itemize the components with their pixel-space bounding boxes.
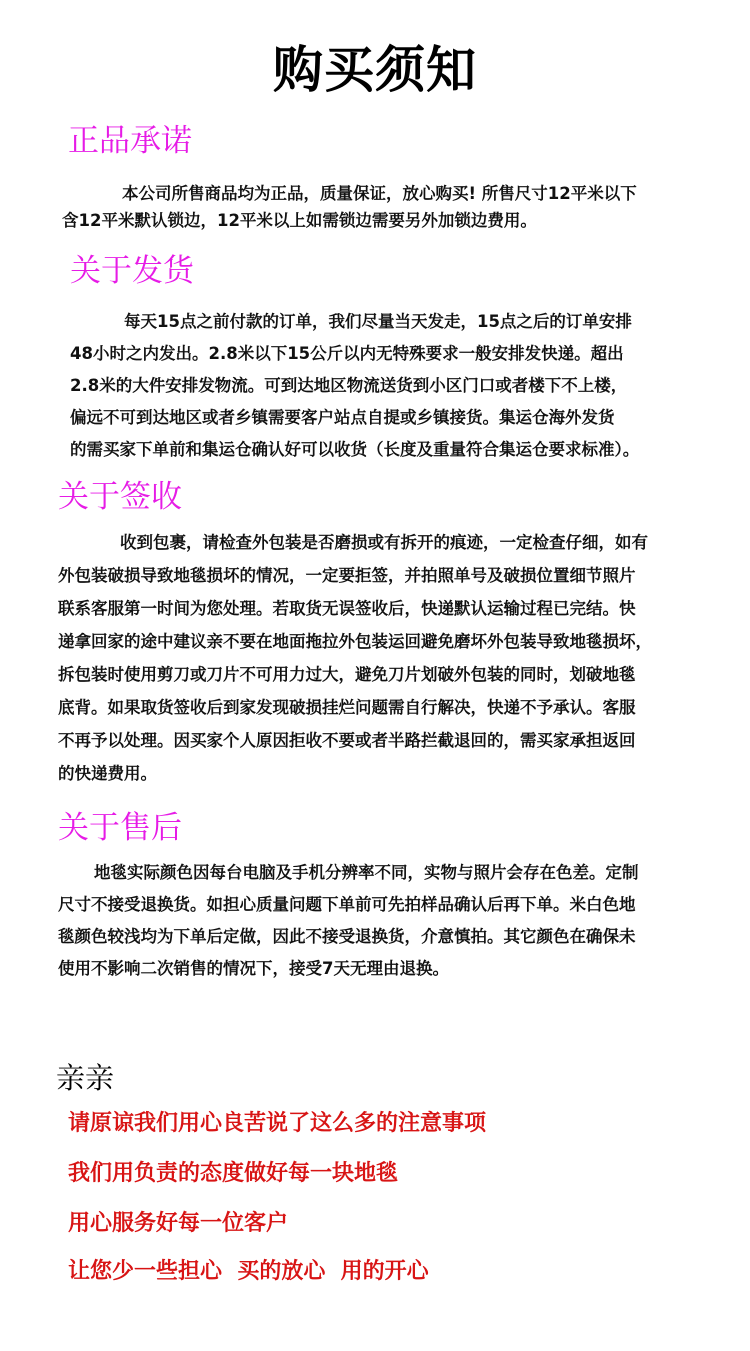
text-line: 不再予以处理。因买家个人原因拒收不要或者半路拦截退回的，需买家承担返回 bbox=[58, 731, 636, 750]
text-line: 毯颜色较浅均为下单后定做，因此不接受退换货，介意慎拍。其它颜色在确保未 bbox=[58, 927, 636, 946]
text-line: 使用不影响二次销售的情况下，接受7天无理由退换。 bbox=[58, 959, 449, 978]
section-heading-aftersale: 关于售后 bbox=[58, 810, 182, 846]
text-line: 外包装破损导致地毯损坏的情况，一定要拒签，并拍照单号及破损位置细节照片 bbox=[58, 566, 636, 585]
section-heading-receipt: 关于签收 bbox=[58, 479, 182, 515]
section-body-aftersale bbox=[58, 857, 639, 985]
text-line: 拆包装时使用剪刀或刀片不可用力过大，避免刀片划破外包装的同时，划破地毯 bbox=[58, 665, 636, 684]
text-line: 底背。如果取货签收后到家发现破损挂烂问题需自行解决，快递不予承认。客服 bbox=[58, 698, 636, 717]
text-line: 地毯实际颜色因每台电脑及手机分辨率不同，实物与照片会存在色差。定制 bbox=[94, 863, 639, 882]
text-line: 含12平米默认锁边，12平米以上如需锁边需要另外加锁边费用。 bbox=[62, 211, 537, 230]
text-line: 每天15点之前付款的订单，我们尽量当天发走，15点之后的订单安排 bbox=[124, 312, 632, 331]
section-heading-shipping: 关于发货 bbox=[70, 253, 194, 289]
text-line: 的需买家下单前和集运仓确认好可以收货（长度及重量符合集运仓要求标准）。 bbox=[70, 440, 640, 459]
text-line: 联系客服第一时间为您处理。若取货无误签收后，快递默认运输过程已完结。快 bbox=[58, 599, 636, 618]
closing-line: 我们用负责的态度做好每一块地毯 bbox=[68, 1161, 399, 1186]
section-body-receipt bbox=[58, 526, 652, 790]
text-line: 2.8米的大件安排发物流。可到达地区物流送货到小区门口或者楼下不上楼， bbox=[70, 376, 628, 395]
closing-line: 请原谅我们用心良苦说了这么多的注意事项 bbox=[68, 1111, 487, 1136]
text-line: 48小时之内发出。2.8米以下15公斤以内无特殊要求一般安排发快递。超出 bbox=[70, 344, 624, 363]
text-line: 收到包裹，请检查外包装是否磨损或有拆开的痕迹，一定检查仔细，如有 bbox=[120, 533, 648, 552]
closing-line: 用心服务好每一位客户 bbox=[68, 1211, 289, 1236]
text-line: 的快递费用。 bbox=[58, 764, 157, 783]
closing-line: 让您少一些担心 买的放心 用的开心 bbox=[68, 1259, 429, 1284]
section-heading-genuine: 正品承诺 bbox=[68, 123, 192, 159]
text-line: 尺寸不接受退换货。如担心质量问题下单前可先拍样品确认后再下单。米白色地 bbox=[58, 895, 636, 914]
text-line: 偏远不可到达地区或者乡镇需要客户站点自提或乡镇接货。集运仓海外发货 bbox=[70, 408, 615, 427]
text-line: 递拿回家的途中建议亲不要在地面拖拉外包装运回避免磨坏外包装导致地毯损坏， bbox=[58, 632, 652, 651]
section-body-shipping bbox=[70, 306, 639, 466]
section-body-genuine bbox=[62, 180, 637, 234]
closing-title: 亲亲 bbox=[56, 1061, 115, 1095]
page-title: 购买须知 bbox=[273, 41, 477, 99]
text-line: 本公司所售商品均为正品，质量保证，放心购买! 所售尺寸12平米以下 bbox=[122, 184, 637, 203]
